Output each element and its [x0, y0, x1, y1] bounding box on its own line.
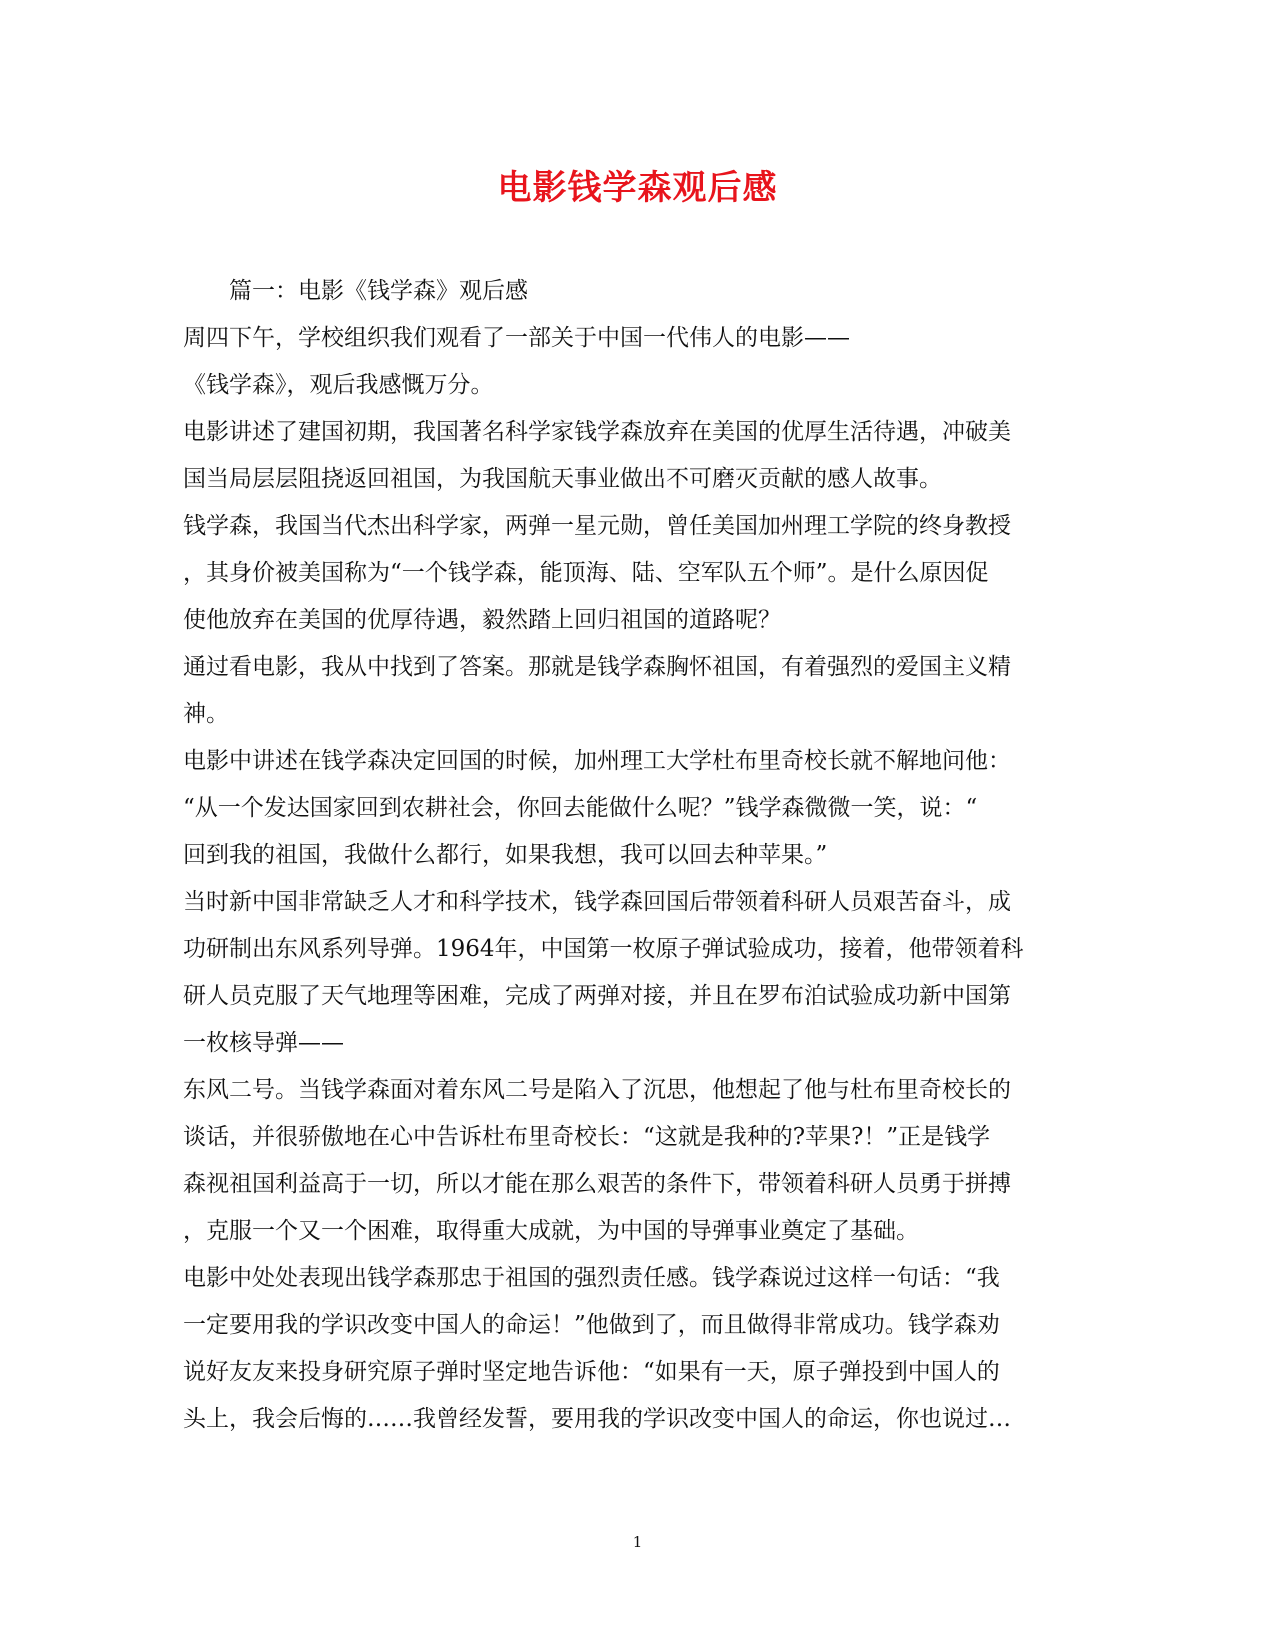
text-line: 东风二号。当钱学森面对着东风二号是陷入了沉思，他想起了他与杜布里奇校长的 — [183, 1077, 1011, 1103]
text-line: 说好友友来投身研究原子弹时坚定地告诉他：“如果有一天，原子弹投到中国人的 — [183, 1359, 1000, 1385]
text-line: 电影讲述了建国初期，我国著名科学家钱学森放弃在美国的优厚生活待遇，冲破美 — [183, 419, 1011, 445]
text-line: 回到我的祖国，我做什么都行，如果我想，我可以回去种苹果。” — [183, 842, 828, 868]
text-line: 电影中讲述在钱学森决定回国的时候，加州理工大学杜布里奇校长就不解地问他： — [183, 748, 1011, 774]
page-title: 电影钱学森观后感 — [497, 168, 778, 208]
text-line: 功研制出东风系列导弹。1964年，中国第一枚原子弹试验成功，接着，他带领着科 — [183, 936, 1024, 962]
text-line: 一定要用我的学识改变中国人的命运！”他做到了，而且做得非常成功。钱学森劝 — [183, 1312, 1000, 1338]
text-line: 《钱学森》，观后我感慨万分。 — [183, 372, 494, 398]
text-line: ，克服一个又一个困难，取得重大成就，为中国的导弹事业奠定了基础。 — [183, 1218, 919, 1244]
text-line: 使他放弃在美国的优厚待遇，毅然踏上回归祖国的道路呢？ — [183, 607, 781, 633]
text-line: 神。 — [183, 701, 229, 727]
text-line: 国当局层层阻挠返回祖国，为我国航天事业做出不可磨灭贡献的感人故事。 — [183, 466, 942, 492]
text-line: 通过看电影，我从中找到了答案。那就是钱学森胸怀祖国，有着强烈的爱国主义精 — [183, 654, 1011, 680]
text-line: 当时新中国非常缺乏人才和科学技术，钱学森回国后带领着科研人员艰苦奋斗，成 — [183, 889, 1011, 915]
text-line: 周四下午，学校组织我们观看了一部关于中国一代伟人的电影—— — [183, 325, 850, 351]
text-line: 钱学森，我国当代杰出科学家，两弹一星元勋，曾任美国加州理工学院的终身教授 — [183, 513, 1011, 539]
text-line: “从一个发达国家回到农耕社会，你回去能做什么呢？”钱学森微微一笑，说：“ — [183, 795, 978, 821]
section-heading: 篇一：电影《钱学森》观后感 — [229, 278, 528, 304]
text-line: 森视祖国利益高于一切，所以才能在那么艰苦的条件下，带领着科研人员勇于拼搏 — [183, 1171, 1011, 1197]
text-line: 头上，我会后悔的……我曾经发誓，要用我的学识改变中国人的命运，你也说过… — [183, 1406, 1011, 1432]
text-line: 研人员克服了天气地理等困难，完成了两弹对接，并且在罗布泊试验成功新中国第 — [183, 983, 1011, 1009]
page-number: 1 — [632, 1533, 643, 1551]
text-line: 一枚核导弹—— — [183, 1030, 344, 1056]
text-line: ，其身价被美国称为“一个钱学森，能顶海、陆、空军队五个师”。是什么原因促 — [183, 560, 989, 586]
text-line: 谈话，并很骄傲地在心中告诉杜布里奇校长：“这就是我种的?苹果?！”正是钱学 — [183, 1124, 991, 1150]
text-line: 电影中处处表现出钱学森那忠于祖国的强烈责任感。钱学森说过这样一句话：“我 — [183, 1265, 1000, 1291]
document-body — [183, 268, 1083, 1443]
